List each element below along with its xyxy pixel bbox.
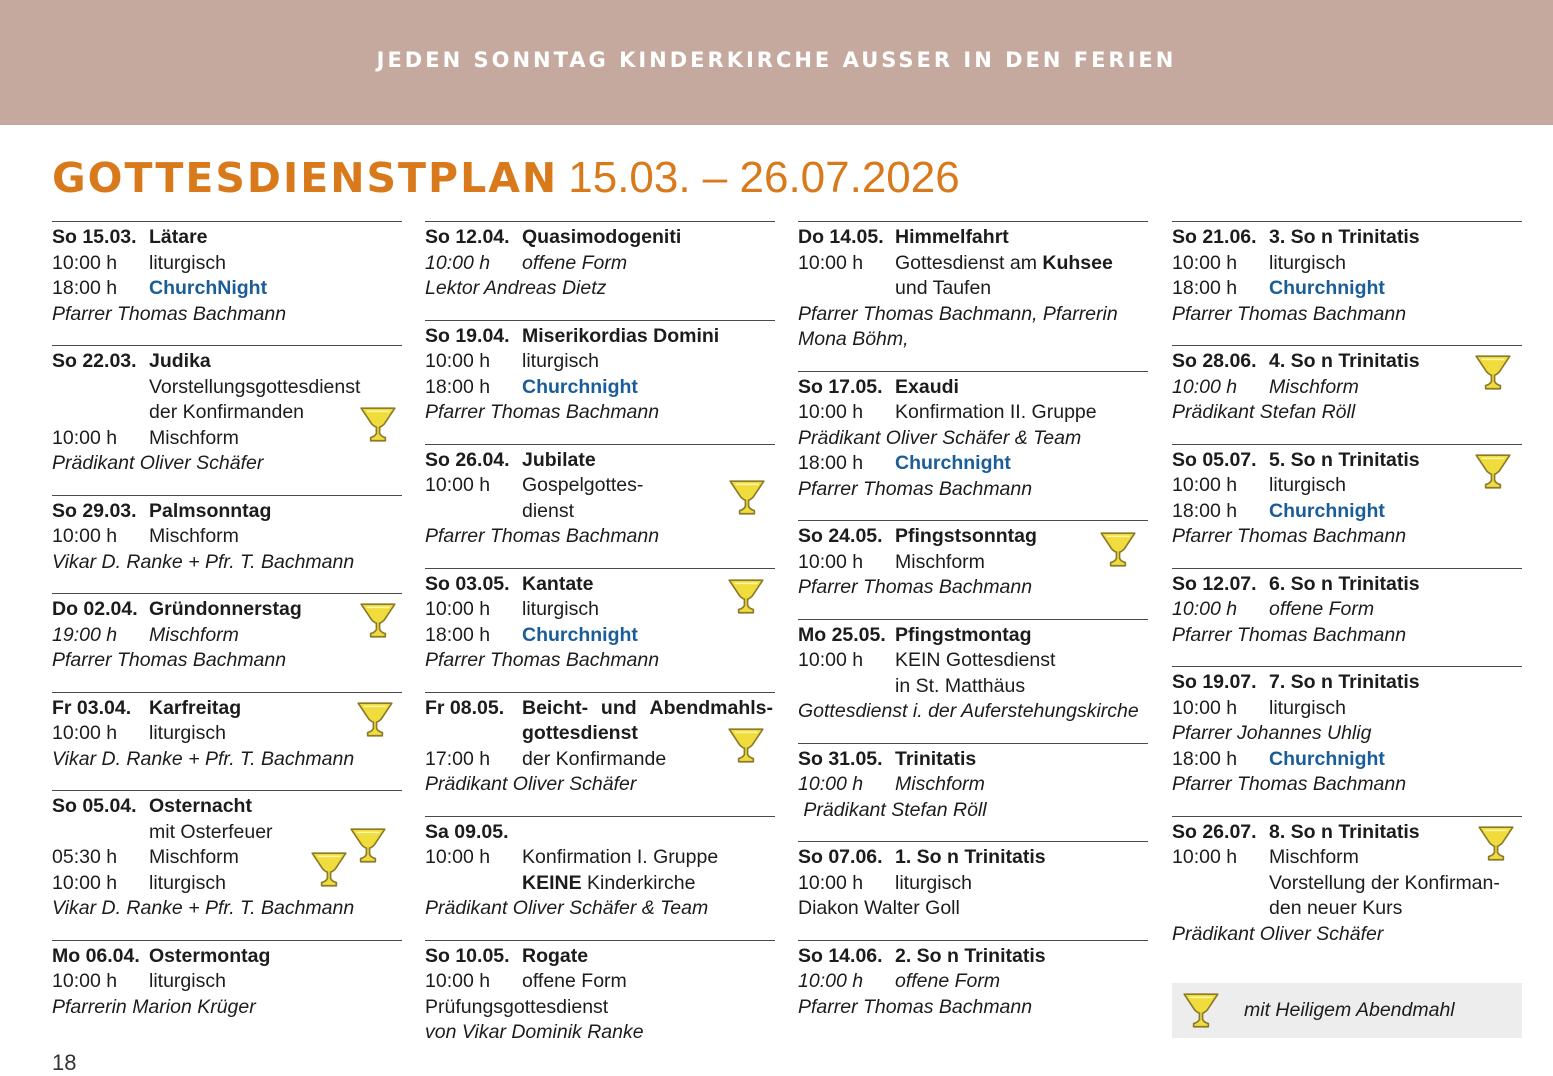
service-time: 10:00 h xyxy=(1172,474,1238,496)
service-date: So 03.05. xyxy=(425,572,510,595)
service-name: 1. So n Trinitatis xyxy=(895,846,1046,868)
service-entry xyxy=(52,593,402,692)
officiant: Prädikant Oliver Schäfer xyxy=(425,773,637,795)
service-name: Karfreitag xyxy=(149,696,242,719)
service-form: Mischform xyxy=(1269,375,1359,398)
service-time: 10:00 h xyxy=(798,401,864,423)
service-time: 10:00 h xyxy=(52,251,118,274)
service-entry xyxy=(425,221,775,320)
schedule-column-1 xyxy=(52,221,402,1038)
service-form: Gospelgottes- xyxy=(522,474,644,496)
chalice-icon xyxy=(354,699,396,741)
service-form: liturgisch xyxy=(149,251,226,274)
legend-box xyxy=(1172,983,1522,1038)
officiant: Lektor Andreas Dietz xyxy=(425,277,607,299)
service-entry xyxy=(1172,221,1522,345)
service-entry xyxy=(798,371,1148,521)
service-name: 5. So n Trinitatis xyxy=(1269,448,1420,471)
chalice-icon xyxy=(308,849,350,891)
chalice-icon xyxy=(347,825,389,867)
service-date: Sa 09.05. xyxy=(425,820,509,843)
service-note: und Taufen xyxy=(895,277,992,299)
service-date: So 24.05. xyxy=(798,525,883,547)
service-note: Vorstellung der Konfirman- xyxy=(1269,871,1500,894)
service-time: 10:00 h xyxy=(798,649,864,671)
service-entry xyxy=(798,743,1148,842)
officiant: Pfarrer Thomas Bachmann xyxy=(425,401,660,423)
churchnight-label: Churchnight xyxy=(1269,499,1385,522)
service-date: So 15.03. xyxy=(52,226,137,248)
service-form: liturgisch xyxy=(149,970,226,992)
service-time: 05:30 h xyxy=(52,846,118,868)
service-date: So 26.04. xyxy=(425,448,510,471)
officiant: Pfarrer Thomas Bachmann xyxy=(425,525,660,547)
service-time: 10:00 h xyxy=(52,426,118,449)
service-form: Mischform xyxy=(149,846,239,868)
officiant: Pfarrer Thomas Bachmann xyxy=(52,649,287,671)
service-form: Mischform xyxy=(149,525,239,547)
officiant: Pfarrer Johannes Uhlig xyxy=(1172,722,1372,744)
service-form: der Konfirmande xyxy=(522,747,667,770)
service-name: Kantate xyxy=(522,572,594,595)
service-name: 3. So n Trinitatis xyxy=(1269,226,1420,248)
churchnight-label: Churchnight xyxy=(1269,277,1385,299)
schedule-column-3 xyxy=(798,221,1148,1038)
service-entry xyxy=(52,790,402,940)
service-form: liturgisch xyxy=(1269,251,1346,274)
service-time: 18:00 h xyxy=(425,375,491,398)
officiant: Pfarrer Thomas Bachmann xyxy=(52,302,287,325)
service-name: Gründonnerstag xyxy=(149,598,302,620)
service-name: Beicht- und Abendmahls- xyxy=(522,696,773,719)
service-time: 10:00 h xyxy=(52,970,118,992)
service-date: So 19.07. xyxy=(1172,671,1257,693)
service-time: 19:00 h xyxy=(52,623,118,646)
service-name: Lätare xyxy=(149,226,208,248)
service-entry xyxy=(798,940,1148,1039)
service-time: 18:00 h xyxy=(1172,747,1238,770)
service-time: 10:00 h xyxy=(425,350,491,372)
service-name: 8. So n Trinitatis xyxy=(1269,820,1420,843)
top-banner xyxy=(0,0,1553,125)
service-date: So 14.06. xyxy=(798,944,883,967)
service-form: offene Form xyxy=(1269,598,1375,620)
page-title xyxy=(52,150,960,209)
service-form: dienst xyxy=(522,499,575,522)
service-form: liturgisch xyxy=(149,722,226,744)
chalice-icon xyxy=(357,600,399,642)
service-time: 10:00 h xyxy=(798,871,864,894)
service-note: Prüfungsgottesdienst xyxy=(425,995,609,1018)
service-time: 10:00 h xyxy=(1172,375,1238,398)
service-time: 10:00 h xyxy=(1172,251,1238,274)
service-note: KEINE Kinderkirche xyxy=(522,871,696,894)
service-name: Jubilate xyxy=(522,448,596,471)
officiant: Vikar D. Ranke + Pfr. T. Bachmann xyxy=(52,747,355,770)
service-date: Fr 08.05. xyxy=(425,696,505,719)
officiant: Pfarrer Thomas Bachmann, Pfarrerin xyxy=(798,302,1118,325)
officiant: Pfarrerin Marion Krüger xyxy=(52,995,256,1018)
service-form: liturgisch xyxy=(895,871,972,894)
service-date: So 26.07. xyxy=(1172,820,1257,843)
service-time: 18:00 h xyxy=(798,452,864,474)
officiant: Prädikant Oliver Schäfer xyxy=(1172,922,1384,945)
service-name: Quasimodogeniti xyxy=(522,226,682,248)
service-date: So 17.05. xyxy=(798,375,883,398)
service-time: 10:00 h xyxy=(425,970,491,992)
service-time: 10:00 h xyxy=(52,871,118,894)
officiant: Pfarrer Thomas Bachmann xyxy=(798,576,1033,598)
service-date: So 29.03. xyxy=(52,499,137,522)
service-entry xyxy=(798,619,1148,743)
churchnight-label: Churchnight xyxy=(895,452,1011,474)
service-time: 10:00 h xyxy=(52,722,118,744)
service-time: 10:00 h xyxy=(425,251,491,274)
chalice-icon xyxy=(725,576,767,618)
service-time: 10:00 h xyxy=(798,550,864,573)
chalice-icon xyxy=(726,477,768,519)
service-time: 10:00 h xyxy=(425,846,491,868)
title-date-range: 15.03. – 26.07.2026 xyxy=(568,153,960,202)
service-note: den neuer Kurs xyxy=(1269,897,1403,919)
service-time: 10:00 h xyxy=(52,525,118,547)
officiant: Pfarrer Thomas Bachmann xyxy=(1172,623,1407,646)
service-date: So 28.06. xyxy=(1172,350,1257,372)
banner-text: JEDEN SONNTAG KINDERKIRCHE AUSSER IN DEN FERIEN xyxy=(376,47,1177,72)
service-date: So 21.06. xyxy=(1172,226,1257,248)
officiant: Prädikant Oliver Schäfer & Team xyxy=(798,426,1082,449)
officiant: Vikar D. Ranke + Pfr. T. Bachmann xyxy=(52,897,355,919)
service-form: Mischform xyxy=(149,623,239,646)
officiant: Pfarrer Thomas Bachmann xyxy=(425,649,660,671)
service-time: 17:00 h xyxy=(425,747,491,770)
service-entry xyxy=(1172,568,1522,667)
service-entry xyxy=(52,692,402,791)
service-form: offene Form xyxy=(895,970,1001,992)
officiant: von Vikar Dominik Ranke xyxy=(425,1021,644,1043)
officiant: Prädikant Oliver Schäfer & Team xyxy=(425,897,709,919)
service-time: 18:00 h xyxy=(52,277,118,299)
service-name-cont: gottesdienst xyxy=(522,722,638,744)
service-form: liturgisch xyxy=(1269,696,1346,719)
officiant: Pfarrer Thomas Bachmann xyxy=(1172,302,1407,325)
service-entry xyxy=(425,692,775,816)
title-main: GOTTESDIENSTPLAN xyxy=(52,154,559,202)
service-form: liturgisch xyxy=(522,350,599,372)
service-name: 7. So n Trinitatis xyxy=(1269,671,1420,693)
service-name: Palmsonntag xyxy=(149,499,272,522)
service-entry xyxy=(1172,345,1522,444)
chalice-icon xyxy=(1472,352,1514,394)
service-entry xyxy=(52,221,402,345)
service-form: offene Form xyxy=(522,251,628,274)
service-form: Konfirmation I. Gruppe xyxy=(522,846,719,868)
service-time: 10:00 h xyxy=(798,251,864,274)
chalice-icon xyxy=(1475,823,1517,865)
service-form: Mischform xyxy=(895,773,985,795)
service-time: 18:00 h xyxy=(1172,277,1238,299)
officiant: Pfarrer Thomas Bachmann xyxy=(1172,525,1407,547)
chalice-icon xyxy=(1180,990,1222,1032)
service-date: Fr 03.04. xyxy=(52,696,132,719)
service-date: So 10.05. xyxy=(425,944,510,967)
service-time: 10:00 h xyxy=(1172,696,1238,719)
service-time: 10:00 h xyxy=(1172,598,1238,620)
officiant: Vikar D. Ranke + Pfr. T. Bachmann xyxy=(52,550,355,573)
service-form: Mischform xyxy=(149,426,239,449)
churchnight-label: Churchnight xyxy=(1269,747,1385,770)
officiant: Pfarrer Thomas Bachmann xyxy=(798,477,1033,500)
officiant: Pfarrer Thomas Bachmann xyxy=(1172,773,1407,795)
service-time: 18:00 h xyxy=(425,623,491,646)
service-entry xyxy=(1172,816,1522,966)
service-name xyxy=(522,820,775,846)
service-date: So 22.03. xyxy=(52,350,137,372)
service-form: Mischform xyxy=(1269,846,1359,868)
service-entry xyxy=(425,816,775,940)
service-entry xyxy=(52,495,402,594)
service-time: 10:00 h xyxy=(425,474,491,496)
page-number: 18 xyxy=(52,1050,77,1075)
service-date: Do 02.04. xyxy=(52,598,138,620)
service-name: Osternacht xyxy=(149,795,252,817)
service-time: 10:00 h xyxy=(798,970,864,992)
service-entry xyxy=(425,940,775,1064)
service-name: Pfingstsonntag xyxy=(895,525,1037,547)
service-form: KEIN Gottesdienst xyxy=(895,649,1056,671)
service-date: So 12.07. xyxy=(1172,572,1257,595)
service-date: So 19.04. xyxy=(425,324,510,347)
service-entry xyxy=(425,320,775,444)
service-name: Pfingstmontag xyxy=(895,623,1032,646)
service-name: Miserikordias Domini xyxy=(522,324,720,347)
chalice-icon xyxy=(725,725,767,767)
service-name: Rogate xyxy=(522,944,589,967)
service-date: Do 14.05. xyxy=(798,226,884,248)
officiant: Pfarrer Thomas Bachmann xyxy=(798,995,1033,1018)
service-date: So 05.04. xyxy=(52,795,137,817)
service-name: 4. So n Trinitatis xyxy=(1269,350,1420,372)
service-time: 10:00 h xyxy=(798,773,864,795)
service-time: 10:00 h xyxy=(425,598,491,620)
chalice-icon xyxy=(357,404,399,446)
service-name: Judika xyxy=(149,350,211,372)
service-date: So 12.04. xyxy=(425,226,510,248)
chalice-icon xyxy=(1472,451,1514,493)
schedule-column-4 xyxy=(1172,221,1522,965)
service-note: der Konfirmanden xyxy=(149,401,305,423)
churchnight-label: Churchnight xyxy=(522,375,638,398)
service-form: Konfirmation II. Gruppe xyxy=(895,401,1097,423)
service-entry xyxy=(798,520,1148,619)
service-name: 6. So n Trinitatis xyxy=(1269,572,1420,595)
churchnight-label: Churchnight xyxy=(522,623,638,646)
service-note: mit Osterfeuer xyxy=(149,820,273,843)
service-entry xyxy=(52,345,402,495)
service-form: Mischform xyxy=(895,550,985,573)
service-name: Trinitatis xyxy=(895,747,977,770)
service-entry xyxy=(1172,444,1522,568)
service-date: So 05.07. xyxy=(1172,448,1257,471)
service-name: Himmelfahrt xyxy=(895,226,1009,248)
legend-text: mit Heiligem Abendmahl xyxy=(1244,999,1455,1021)
officiant: Prädikant Oliver Schäfer xyxy=(52,452,264,474)
service-form: liturgisch xyxy=(522,598,599,620)
service-entry xyxy=(52,940,402,1039)
service-form: liturgisch xyxy=(1269,474,1346,496)
service-form: offene Form xyxy=(522,970,627,992)
service-name: Ostermontag xyxy=(149,944,271,967)
service-entry xyxy=(425,568,775,692)
schedule-column-2 xyxy=(425,221,775,1064)
service-entry xyxy=(798,221,1148,371)
service-entry xyxy=(798,841,1148,940)
service-entry xyxy=(425,444,775,568)
service-name: Exaudi xyxy=(895,375,959,398)
service-entry xyxy=(1172,666,1522,816)
officiant: Diakon Walter Goll xyxy=(798,897,960,919)
service-date: Mo 25.05. xyxy=(798,623,886,646)
chalice-icon xyxy=(1097,529,1139,571)
officiant: Mona Böhm, xyxy=(798,328,909,350)
service-note: in St. Matthäus xyxy=(895,674,1026,697)
officiant: Prädikant Stefan Röll xyxy=(1172,401,1356,423)
service-form: liturgisch xyxy=(149,871,226,894)
service-time: 18:00 h xyxy=(1172,499,1238,522)
service-note: Vorstellungsgottesdienst xyxy=(149,375,361,398)
service-date: Mo 06.04. xyxy=(52,944,140,967)
churchnight-label: ChurchNight xyxy=(149,277,268,299)
service-name: 2. So n Trinitatis xyxy=(895,944,1046,967)
officiant: Prädikant Stefan Röll xyxy=(798,798,987,821)
service-date: So 07.06. xyxy=(798,846,883,868)
service-form: Gottesdienst am Kuhsee xyxy=(895,251,1113,274)
service-time: 10:00 h xyxy=(1172,846,1238,868)
service-note: Gottesdienst i. der Auferstehungskirche xyxy=(798,700,1139,722)
service-date: So 31.05. xyxy=(798,747,883,770)
